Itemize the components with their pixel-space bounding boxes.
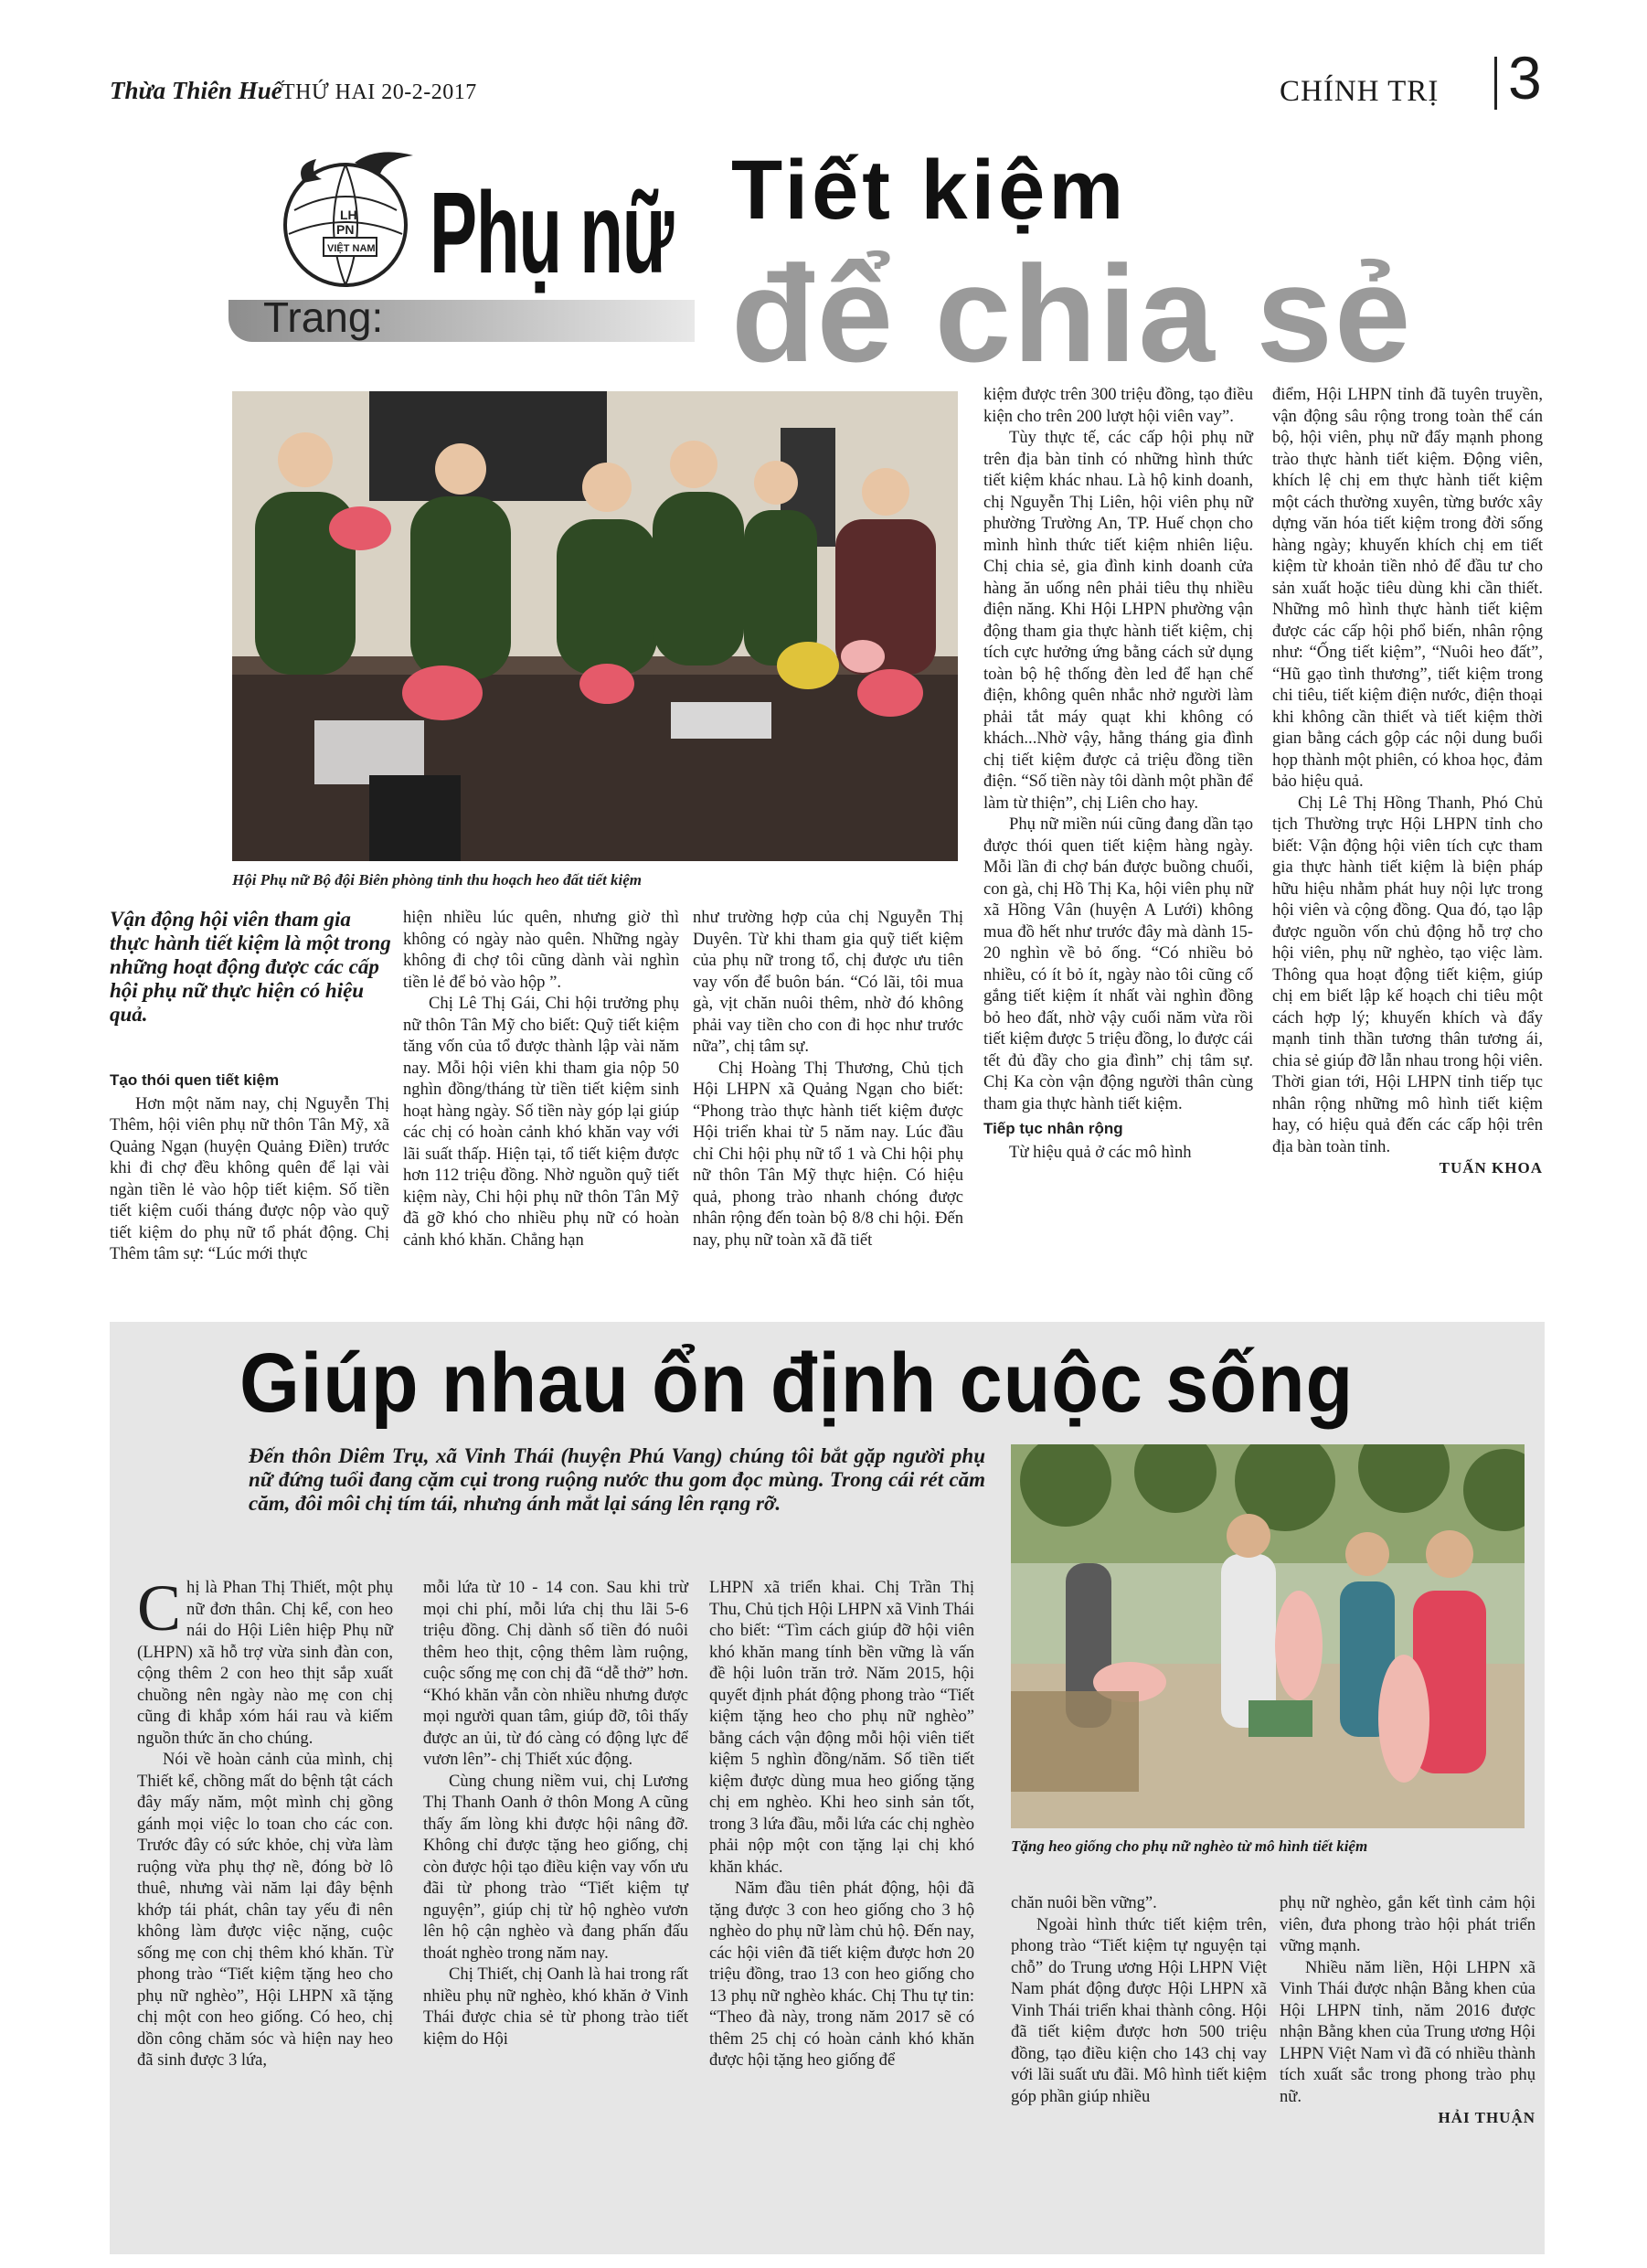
article1-paragraph: Tùy thực tế, các cấp hội phụ nữ trên địa bàn tỉnh có những hình thức tiết kiệm khác nhau. Là hộ kinh doanh, chị Nguyễn Thị Liên, hội viên phụ nữ phường Trường An, TP. Huế chọn cho mình hình thức tiết kiệm nhiên liệu. Chị chia sẻ, gia đình kinh doanh cửa hàng ăn uống nên phải tiêu thụ nhiều điện năng. Khi Hội LHPN phường vận động tham gia thực hành tiết kiệm, chị tích cực hưởng ứng bằng cách sử dụng toàn bộ hệ thống đèn led để hạn chế điện, không quên nhắc nhở người làm phải tắt máy quạt khi không có khách...Nhờ vậy, hằng tháng gia đình chị tiết kiệm được cả triệu đồng tiền điện. “Số tiền này tôi dành một phần để làm từ thiện”, chị Liên cho hay. bbox=[983, 428, 1253, 813]
article2-dropcap: C bbox=[137, 1571, 182, 1645]
article2-column-4 bbox=[1011, 1892, 1267, 2107]
article2-paragraph: Cùng chung niềm vui, chị Lương Thị Thanh Oanh ở thôn Mong A cũng thấy ấm lòng khi được hội nâng đỡ. Không chỉ được tặng heo giống, chị còn được hội tạo điều kiện vay vốn ưu đãi từ phong trào “Tiết kiệm tự nguyện”, giúp chị từ hộ nghèo vươn lên hộ cận nghèo và đang phấn đấu thoát nghèo trong năm nay. bbox=[423, 1771, 688, 1963]
article1-paragraph: Từ hiệu quả ở các mô hình bbox=[1009, 1142, 1192, 1162]
article2-paragraph: LHPN xã triển khai. Chị Trần Thị Thu, Chủ tịch Hội LHPN xã Vinh Thái cho biết: “Tìm cách giúp đỡ hội viên khó khăn mang tính bền vững là vấn đề hội luôn trăn trở. Năm 2015, hội quyết định phát động phong trào “Tiết kiệm tặng heo cho phụ nữ nghèo” bằng cách vận động mỗi hội viên tiết kiệm 5 nghìn đồng/năm. Số tiền tiết kiệm được dùng mua heo giống tặng chị em nghèo. Khi heo sinh sản tốt, trong 3 lứa đầu, mỗi lứa các chị nghèo phải nộp một con tặng lại chị khó khăn khác. bbox=[709, 1578, 974, 1877]
article1-title-line1: Tiết kiệm bbox=[731, 144, 1128, 237]
article2-title: Giúp nhau ổn định cuộc sống bbox=[239, 1336, 1355, 1430]
logo-text-vn: VIỆT NAM bbox=[327, 243, 376, 254]
article1-paragraph: hiện nhiều lúc quên, nhưng giờ thì không có ngày nào quên. Những ngày không đi chợ tôi cũng dành vài nghìn tiền lẻ để bỏ vào hộp ”. bbox=[403, 908, 679, 992]
article1-paragraph: kiệm được trên 300 triệu đồng, tạo điều kiện cho trên 200 lượt hội viên vay”. bbox=[983, 385, 1253, 426]
article2-column-1 bbox=[137, 1571, 393, 2071]
article1-lead: Vận động hội viên tham gia thực hành tiết kiệm là một trong những hoạt động được các cấp hội phụ nữ thực hiện có hiệu quả. bbox=[110, 908, 391, 1026]
article2-paragraph: Năm đầu tiên phát động, hội đã tặng được 3 con heo giống cho 3 hộ nghèo do phụ nữ làm chủ hộ. Đến nay, các hội viên đã tiết kiệm được hơn 20 triệu đồng, trao 13 con heo giống cho 13 phụ nữ nghèo khác. Chị Thu tự tin: “Theo đà này, trong năm 2017 sẽ có thêm 25 chị có hoàn cảnh khó khăn được hội tặng heo giống để bbox=[709, 1879, 974, 2070]
article2-column-5 bbox=[1280, 1892, 1535, 2129]
article2-column-2 bbox=[423, 1577, 688, 2050]
article1-author: TUẤN KHOA bbox=[1439, 1159, 1543, 1177]
article1-column-4 bbox=[983, 384, 1253, 1163]
header-divider bbox=[1494, 57, 1497, 110]
article2-paragraph: chăn nuôi bền vững”. bbox=[1011, 1893, 1157, 1912]
article2-column-3 bbox=[709, 1577, 974, 2071]
photo-piggy-bank-harvest bbox=[232, 391, 958, 861]
logo-text-pn: PN bbox=[336, 222, 355, 237]
article1-column-3 bbox=[693, 907, 963, 1251]
article1-paragraph: Chị Lê Thị Gái, Chi hội trưởng phụ nữ thôn Tân Mỹ cho biết: Quỹ tiết kiệm tăng vốn của tổ được thành lập vài năm nay. Mỗi hội viên khi tham gia nộp 50 nghìn đồng/tháng từ tiền tiết kiệm sinh hoạt hàng ngày. Số tiền này góp lại giúp các chị có hoàn cảnh khó khăn vay với lãi suất thấp. Hiện tại, tổ tiết kiệm được hơn 112 triệu đồng. Nhờ nguồn quỹ tiết kiệm này, Chi hội phụ nữ thôn Tân Mỹ đã gỡ khó cho nhiều phụ nữ có hoàn cảnh khó khăn. Chẳng hạn bbox=[403, 994, 679, 1250]
page-number: 3 bbox=[1508, 44, 1542, 112]
banner-page-name: Phụ nữ bbox=[430, 168, 674, 297]
article1-column-1 bbox=[110, 1066, 389, 1265]
article2-paragraph: hị là Phan Thị Thiết, một phụ nữ đơn thân. Chị kể, con heo nái do Hội Liên hiệp Phụ nữ (LHPN) xã hỗ trợ vừa sinh đàn con, cộng thêm 2 con heo thịt sắp xuất chuồng nên ngày nào mẹ con chị cũng đi khắp xóm hái rau và kiếm nguồn thức ăn cho chúng. bbox=[137, 1578, 393, 1748]
article2-author: HẢI THUẬN bbox=[1438, 2109, 1535, 2126]
article1-paragraph: Chị Hoàng Thị Thương, Chủ tịch Hội LHPN xã Quảng Ngạn cho biết: “Phong trào thực hành tiết kiệm được Hội triển khai từ 5 năm nay. Lúc đầu chỉ Chi hội phụ nữ tổ 1 và Chi hội phụ nữ thôn Tân Mỹ thực hiện. Có hiệu quả, phong trào nhanh chóng được nhân rộng đến toàn bộ 8/8 chi hội. Đến nay, phụ nữ toàn xã đã tiết bbox=[693, 1058, 963, 1250]
article1-paragraph: điểm, Hội LHPN tỉnh đã tuyên truyền, vận động sâu rộng trong toàn thể cán bộ, hội viên, phụ nữ đẩy mạnh phong trào thực hành tiết kiệm. Động viên, khích lệ chị em thực hành tiết kiệm một cách thường xuyên, từng bước xây dựng văn hóa tiết kiệm trong đời sống hàng ngày; khuyến khích chị em tiết kiệm từ khoản tiền nhỏ để đầu tư cho sản xuất hoặc tiêu dùng khi cần thiết. Những mô hình thực hành tiết kiệm được các cấp hội phổ biến, nhân rộng như: “Ống tiết kiệm”, “Nuôi heo đất”, “Hũ gạo tình thương”, tiết kiệm trong chi tiêu, tiết kiệm điện nước, điện thoại khi không cần thiết và tiết kiệm thời gian bằng cách gộp các nội dung buổi họp thành một phiên, có khoa học, đảm bảo hiệu quả. bbox=[1272, 385, 1543, 791]
section-name: CHÍNH TRỊ bbox=[1280, 75, 1440, 108]
issue-date: THỨ HAI 20-2-2017 bbox=[282, 80, 477, 104]
article2-paragraph: phụ nữ nghèo, gắn kết tình cảm hội viên, đưa phong trào hội phát triển vững mạnh. bbox=[1280, 1893, 1535, 1955]
photo1-caption: Hội Phụ nữ Bộ đội Biên phòng tỉnh thu hoạch heo đất tiết kiệm bbox=[232, 871, 643, 889]
article2-paragraph: mỗi lứa từ 10 - 14 con. Sau khi trừ mọi chi phí, mỗi lứa chị thu lãi 5-6 triệu đồng. Chị dành số tiền đó nuôi thêm heo thịt, cộng thêm làm ruộng, cuộc sống mẹ con chị đã “dễ thở” hơn. “Khó khăn vẫn còn nhiều nhưng được mọi người quan tâm, giúp đỡ, tôi thấy được an ủi, từ đó càng có động lực để vươn lên”- chị Thiết xúc động. bbox=[423, 1578, 688, 1769]
article1-paragraph: Hơn một năm nay, chị Nguyễn Thị Thêm, hội viên phụ nữ thôn Tân Mỹ, xã Quảng Ngạn (huyện Quảng Điền) trước khi đi chợ đều không quên để lại vài ngàn tiền lẻ vào hộp tiết kiệm. Số tiền tiết kiệm cuối tháng được nộp vào quỹ tiết kiệm do phụ nữ tổ phát động. Chị Thêm tâm sự: “Lúc mới thực bbox=[110, 1093, 389, 1263]
photo-pig-donation bbox=[1011, 1444, 1525, 1828]
article2-paragraph: Nhiều năm liền, Hội LHPN xã Vinh Thái được nhận Bằng khen của Hội LHPN tỉnh, năm 2016 được nhận Bằng khen của Trung ương Hội LHPN Việt Nam vì đã có nhiều thành tích xuất sắc trong phong trào phụ nữ. bbox=[1280, 1957, 1535, 2106]
logo-text-lh: LH bbox=[340, 208, 357, 222]
article1-column-2 bbox=[403, 907, 679, 1251]
article1-column-5 bbox=[1272, 384, 1543, 1179]
article1-paragraph: Phụ nữ miền núi cũng đang dần tạo được thói quen tiết kiệm hàng ngày. Mỗi lần đi chợ bán được buồng chuối, con gà, chị Hồ Thị Ka, hội viên phụ nữ xã Hồng Vân (huyện A Lưới) không mua đồ hết như trước đây mà dành 15-20 nghìn về bỏ ống. “Có nhiều bỏ nhiều, có ít bỏ ít, ngày nào tôi cũng cố gắng tiết kiệm ít nhất vài nghìn đồng bỏ heo đất, nhờ vậy cuối năm vừa rồi tiết kiệm được 5 triệu đồng, lo được cái tết đủ đầy cho gia đình” chị tâm sự. Chị Ka còn vận động người thân cùng tham gia thực hành tiết kiệm. bbox=[983, 815, 1253, 1113]
newspaper-name: Thừa Thiên Huế bbox=[110, 77, 282, 104]
article1-subhead-2: Tiếp tục nhân rộng bbox=[983, 1120, 1123, 1137]
article1-paragraph: Chị Lê Thị Hồng Thanh, Phó Chủ tịch Thường trực Hội LHPN tỉnh cho biết: Vận động hội viên tích cực tham gia thực hành tiết kiệm là biện pháp hữu hiệu nhằm phát huy nội lực trong hội viên và cộng đồng. Qua đó, tạo lập được nguồn vốn chủ động hỗ trợ cho hội viên, phụ nữ nghèo, tạo việc làm. Thông qua hoạt động tiết kiệm, giúp chị em biết lập kế hoạch chi tiêu một cách hợp lý; khuyến khích và đẩy mạnh tinh thần tương thân tương ái, chia sẻ giúp đỡ lẫn nhau trong hội viên. Thời gian tới, Hội LHPN tỉnh tiếp tục nhân rộng những mô hình tiết kiệm hay, có hiệu quả đến các cấp hội trên địa bàn toàn tỉnh. bbox=[1272, 793, 1543, 1156]
women-union-logo bbox=[267, 146, 424, 293]
article1-paragraph: như trường hợp của chị Nguyễn Thị Duyên. Từ khi tham gia quỹ tiết kiệm của phụ nữ trong tổ, chị được ưu tiên vay vốn để buôn bán. “Có lãi, tôi mua gà, vịt chăn nuôi thêm, nhờ đó không phải vay tiền cho con đi học như trước nữa”, chị tâm sự. bbox=[693, 908, 963, 1056]
article1-subhead-1: Tạo thói quen tiết kiệm bbox=[110, 1071, 280, 1089]
article1-title-line2: để chia sẻ bbox=[731, 237, 1413, 390]
article2-lead: Đến thôn Diêm Trụ, xã Vinh Thái (huyện Phú Vang) chúng tôi bắt gặp người phụ nữ đứng tuổi đang cặm cụi trong ruộng nước thu gom đọc mùng. Trong cái rét căm căm, đôi môi chị tím tái, nhưng ánh mắt lại sáng lên rạng rỡ. bbox=[249, 1444, 985, 1515]
banner-label: Trang: bbox=[263, 293, 384, 341]
photo2-caption: Tặng heo giống cho phụ nữ nghèo từ mô hình tiết kiệm bbox=[1011, 1837, 1368, 1855]
article2-paragraph: Ngoài hình thức tiết kiệm trên, phong trào “Tiết kiệm tự nguyện tại chỗ” do Trung ương Hội LHPN Việt Nam phát động được Hội LHPN xã Vinh Thái triển khai thành công. Hội đã tiết kiệm được hơn 500 triệu đồng, tạo điều kiện cho 143 chị vay với lãi suất ưu đãi. Mô hình tiết kiệm góp phần giúp nhiều bbox=[1011, 1914, 1267, 2106]
article2-paragraph: Nói về hoàn cảnh của mình, chị Thiết kể, chồng mất do bệnh tật cách đây mấy năm, một mình chị gồng gánh mọi việc lo toan cho các con. Trước đây có sức khỏe, chị vừa làm ruộng vừa phụ thợ nề, đóng bờ lô thuê, nhưng vài năm lại đây bệnh khớp tái phát, chân tay yếu đi nên không làm được việc nặng, cuộc sống mẹ con chị thêm khó khăn. Từ phong trào “Tiết kiệm tặng heo cho phụ nữ nghèo”, Hội LHPN xã tặng chị một con heo giống. Có heo, chị dồn công chăm sóc và hiện nay heo đã sinh được 3 lứa, bbox=[137, 1750, 393, 2070]
article2-paragraph: Chị Thiết, chị Oanh là hai trong rất nhiều phụ nữ nghèo, khó khăn ở Vinh Thái được chia sẻ từ phong trào tiết kiệm do Hội bbox=[423, 1965, 688, 2049]
